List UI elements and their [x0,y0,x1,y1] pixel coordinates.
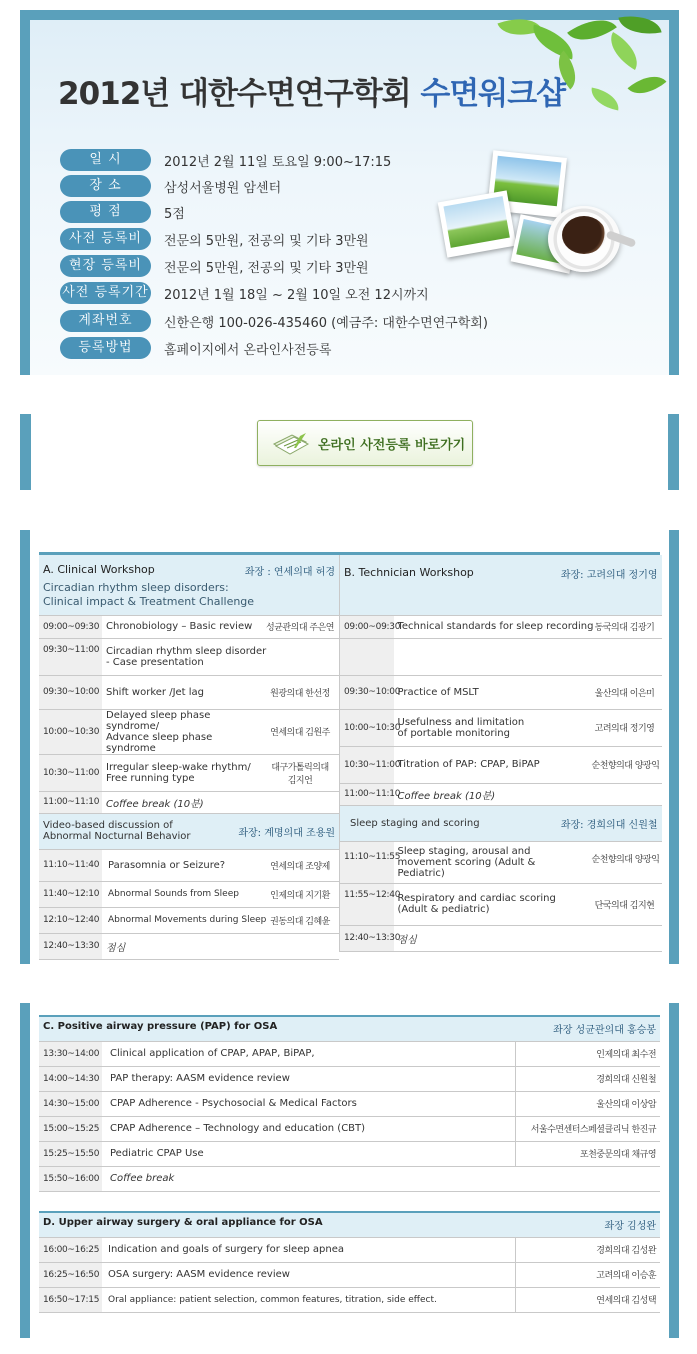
topic-line: of portable monitoring [397,727,510,739]
info-value: 5점 [164,206,185,222]
table-row [340,746,662,783]
session-topic: Technical standards for sleep recording [394,615,588,638]
workshop-a-subtitle-2: Clinical impact & Treatment Challenge [43,595,255,608]
table-row [340,841,662,883]
session-topic: Oral appliance: patient selection, common features, titration, side effect. [102,1287,515,1312]
table-row [340,638,662,675]
session-time: 15:00~15:25 [39,1116,102,1141]
info-row-date [60,149,391,171]
session-topic: Coffee break (10분) [102,791,339,813]
session-time: 09:30~10:00 [39,675,102,709]
session-time: 09:30~10:00 [340,675,394,709]
session-time: 14:30~15:00 [39,1091,102,1116]
info-value: 홈페이지에서 온라인사전등록 [164,342,332,358]
speaker-line: 김지언 [287,775,313,786]
session-topic: Coffee break [102,1166,660,1191]
session-time: 10:00~10:30 [39,709,102,754]
session-time: 11:40~12:10 [39,881,102,907]
event-info-panel [20,10,679,375]
workshop-a-header [39,555,339,615]
speaker-line: 대구가톨릭의대 [271,762,329,773]
table-row [340,925,662,951]
session-time: 10:00~10:30 [340,709,394,746]
session-speaker: 연세의대 김원주 [261,709,339,754]
session-speaker: 순천향의대 양광익 [588,746,662,783]
topic-line: Delayed sleep phase syndrome/ [106,709,211,732]
topic-line: - Case presentation [106,656,204,668]
session-topic: Shift worker /Jet lag [102,675,261,709]
session-topic [102,638,339,675]
session-topic: Titration of PAP: CPAP, BiPAP [394,746,588,783]
session-topic: Abnormal Movements during Sleep [102,907,261,933]
table-row [340,615,662,638]
table-row [39,675,339,709]
session-time: 15:25~15:50 [39,1141,102,1166]
session-speaker: 연세의대 김성택 [515,1287,660,1312]
session-speaker: 원광의대 한선정 [261,675,339,709]
subsection-title: Sleep staging and scoring [350,817,480,829]
info-label: 현장 등록비 [60,255,151,277]
table-row [39,881,339,907]
section-d-chair: 좌장 김성완 [604,1221,657,1233]
register-panel-content [31,414,668,490]
subsection-chair: 좌장: 경희의대 신원철 [560,819,658,831]
table-row [39,1091,660,1116]
table-row [39,638,339,675]
session-time: 12:10~12:40 [39,907,102,933]
section-c-table [39,1017,660,1192]
session-time: 11:55~12:40 [340,883,394,925]
table-row [340,883,662,925]
session-topic: Chronobiology – Basic review [102,615,261,638]
table-row [39,754,339,791]
morning-program-panel [20,530,679,964]
info-row-account [60,310,488,332]
session-time: 16:25~16:50 [39,1262,102,1287]
session-topic: Abnormal Sounds from Sleep [102,881,261,907]
session-speaker: 인제의대 최수전 [515,1041,660,1066]
session-speaker: 경희의대 김성완 [515,1237,660,1262]
subsection-title-line: Abnormal Nocturnal Behavior [43,831,191,842]
session-time: 10:30~11:00 [340,746,394,783]
event-info-content [30,20,669,375]
info-label: 사전 등록비 [60,228,151,250]
info-label: 사전 등록기간 [60,282,151,304]
table-row [340,675,662,709]
topic-line: Respiratory and cardiac scoring [397,893,556,904]
table-row [39,1116,660,1141]
document-icon [270,432,310,454]
table-row [39,1066,660,1091]
session-time: 10:30~11:00 [39,754,102,791]
session-topic: PAP therapy: AASM evidence review [102,1066,515,1091]
session-speaker: 순천향의대 양광익 [588,841,662,883]
session-speaker: 서울수면센터스페셜클리닉 한진규 [515,1116,660,1141]
session-speaker: 동국의대 김광기 [588,615,662,638]
session-speaker: 성균관의대 주은연 [261,615,339,638]
session-speaker: 포천중문의대 채규영 [515,1141,660,1166]
table-row [39,709,339,754]
subsection-title-line: Video-based discussion of [43,820,173,831]
page-title [58,68,565,113]
topic-line: Sleep staging, arousal and [397,845,531,857]
session-speaker: 울산의대 이은미 [588,675,662,709]
session-time: 16:00~16:25 [39,1237,102,1262]
table-row [39,1141,660,1166]
info-value: 2012년 1월 18일 ~ 2월 10일 오전 12시까지 [164,287,429,303]
topic-line: Free running type [106,772,195,784]
topic-line: Usefulness and limitation [397,716,525,728]
info-value: 전문의 5만원, 전공의 및 기타 3만원 [164,233,369,249]
topic-line: Circadian rhythm sleep disorder [106,645,267,657]
info-value: 전문의 5만원, 전공의 및 기타 3만원 [164,260,369,276]
session-topic: Coffee break (10분) [394,783,662,805]
table-row [39,791,339,813]
session-speaker: 단국의대 김지현 [588,883,662,925]
info-label: 평 점 [60,201,151,223]
session-speaker: 고려의대 이승훈 [515,1262,660,1287]
info-row-method [60,337,331,359]
session-topic [102,709,261,754]
section-d-header [39,1213,660,1237]
workshop-a-subsection-header [39,813,339,849]
info-value: 신한은행 100-026-435460 (예금주: 대한수면연구학회) [164,315,488,331]
session-topic: Pediatric CPAP Use [102,1141,515,1166]
session-time: 15:50~16:00 [39,1166,102,1191]
info-row-venue [60,175,281,197]
session-topic: CPAP Adherence – Technology and education (CBT) [102,1116,515,1141]
session-topic [394,883,588,925]
session-time: 11:10~11:55 [340,841,394,883]
session-speaker: 고려의대 정기영 [588,709,662,746]
subsection-chair: 좌장: 계명의대 조용원 [238,827,336,839]
info-value: 삼성서울병원 암센터 [164,180,282,196]
info-label: 등록방법 [60,337,151,359]
info-row-prereg-period [60,282,429,304]
session-topic: Clinical application of CPAP, APAP, BiPAP, [102,1041,515,1066]
session-speaker: 권동의대 김혜윤 [261,907,339,933]
table-row [39,1237,660,1262]
session-time: 13:30~14:00 [39,1041,102,1066]
workshop-b-table [339,555,662,952]
info-label: 일 시 [60,149,151,171]
table-row [340,783,662,805]
table-row [39,1166,660,1191]
session-topic: Indication and goals of surgery for sleep apnea [102,1237,515,1262]
workshop-a-table [39,555,339,960]
online-register-button[interactable] [257,420,473,466]
session-speaker: 연세의대 조양제 [261,849,339,881]
workshop-b-header [340,555,662,615]
info-label: 계좌번호 [60,310,151,332]
session-time: 12:40~13:30 [340,925,394,951]
info-value: 2012년 2월 11일 토요일 9:00~17:15 [164,154,392,170]
afternoon-program-panel [20,1003,679,1338]
session-speaker: 인제의대 지기환 [261,881,339,907]
morning-program-content [30,530,669,964]
table-row [39,849,339,881]
session-time: 14:00~14:30 [39,1066,102,1091]
session-time: 12:40~13:30 [39,933,102,959]
workshop-b-subsection-header [340,805,662,841]
table-row [39,1287,660,1312]
table-row [39,933,339,959]
section-c-header [39,1017,660,1041]
section-c-title: C. Positive airway pressure (PAP) for OSA [43,1021,278,1033]
session-topic: 점심 [102,933,261,959]
topic-line: Advance sleep phase syndrome [106,731,213,754]
title-main: 2012년 대한수면연구학회 [58,76,411,112]
section-d-title: D. Upper airway surgery & oral appliance for OSA [43,1217,323,1229]
register-panel [20,414,679,490]
afternoon-program-content [30,1003,669,1338]
workshop-b-title: B. Technician Workshop [344,566,474,579]
session-speaker: 울산의대 이상암 [515,1091,660,1116]
register-button-label: 온라인 사전등록 바로가기 [318,437,466,453]
title-highlight: 수면워크샵 [420,76,566,112]
info-row-credits [60,201,185,223]
topic-line: (Adult & pediatric) [397,904,490,915]
topic-line: movement scoring (Adult & Pediatric) [397,856,536,879]
table-row [340,709,662,746]
session-topic: CPAP Adherence - Psychosocial & Medical Factors [102,1091,515,1116]
session-topic: Practice of MSLT [394,675,588,709]
section-c-chair: 좌장 성균관의대 홍승봉 [553,1025,657,1037]
workshop-a-subtitle-1: Circadian rhythm sleep disorders: [43,581,229,594]
session-topic: OSA surgery: AASM evidence review [102,1262,515,1287]
table-row [39,1041,660,1066]
info-row-onsite-fee [60,255,369,277]
table-row [39,1262,660,1287]
session-time: 09:00~09:30 [340,615,394,638]
session-speaker [261,754,339,791]
session-time: 09:00~09:30 [39,615,102,638]
table-row [39,907,339,933]
session-topic [102,754,261,791]
workshop-b-chair: 좌장: 고려의대 정기영 [560,570,658,581]
session-topic [394,841,588,883]
session-topic [394,709,588,746]
session-speaker: 경희의대 신원철 [515,1066,660,1091]
session-time: 11:10~11:40 [39,849,102,881]
info-row-prereg-fee [60,228,369,250]
session-time: 16:50~17:15 [39,1287,102,1312]
section-d-table [39,1213,660,1313]
workshop-a-title: A. Clinical Workshop [43,563,155,576]
session-time: 11:00~11:10 [39,791,102,813]
topic-line: Irregular sleep-wake rhythm/ [106,761,251,773]
session-time: 11:00~11:10 [340,783,394,805]
table-row [39,615,339,638]
info-label: 장 소 [60,175,151,197]
session-time: 09:30~11:00 [39,638,102,675]
session-topic: 점심 [394,925,588,951]
session-topic: Parasomnia or Seizure? [102,849,261,881]
workshop-a-chair: 좌장 : 연세의대 허경 [244,567,336,578]
